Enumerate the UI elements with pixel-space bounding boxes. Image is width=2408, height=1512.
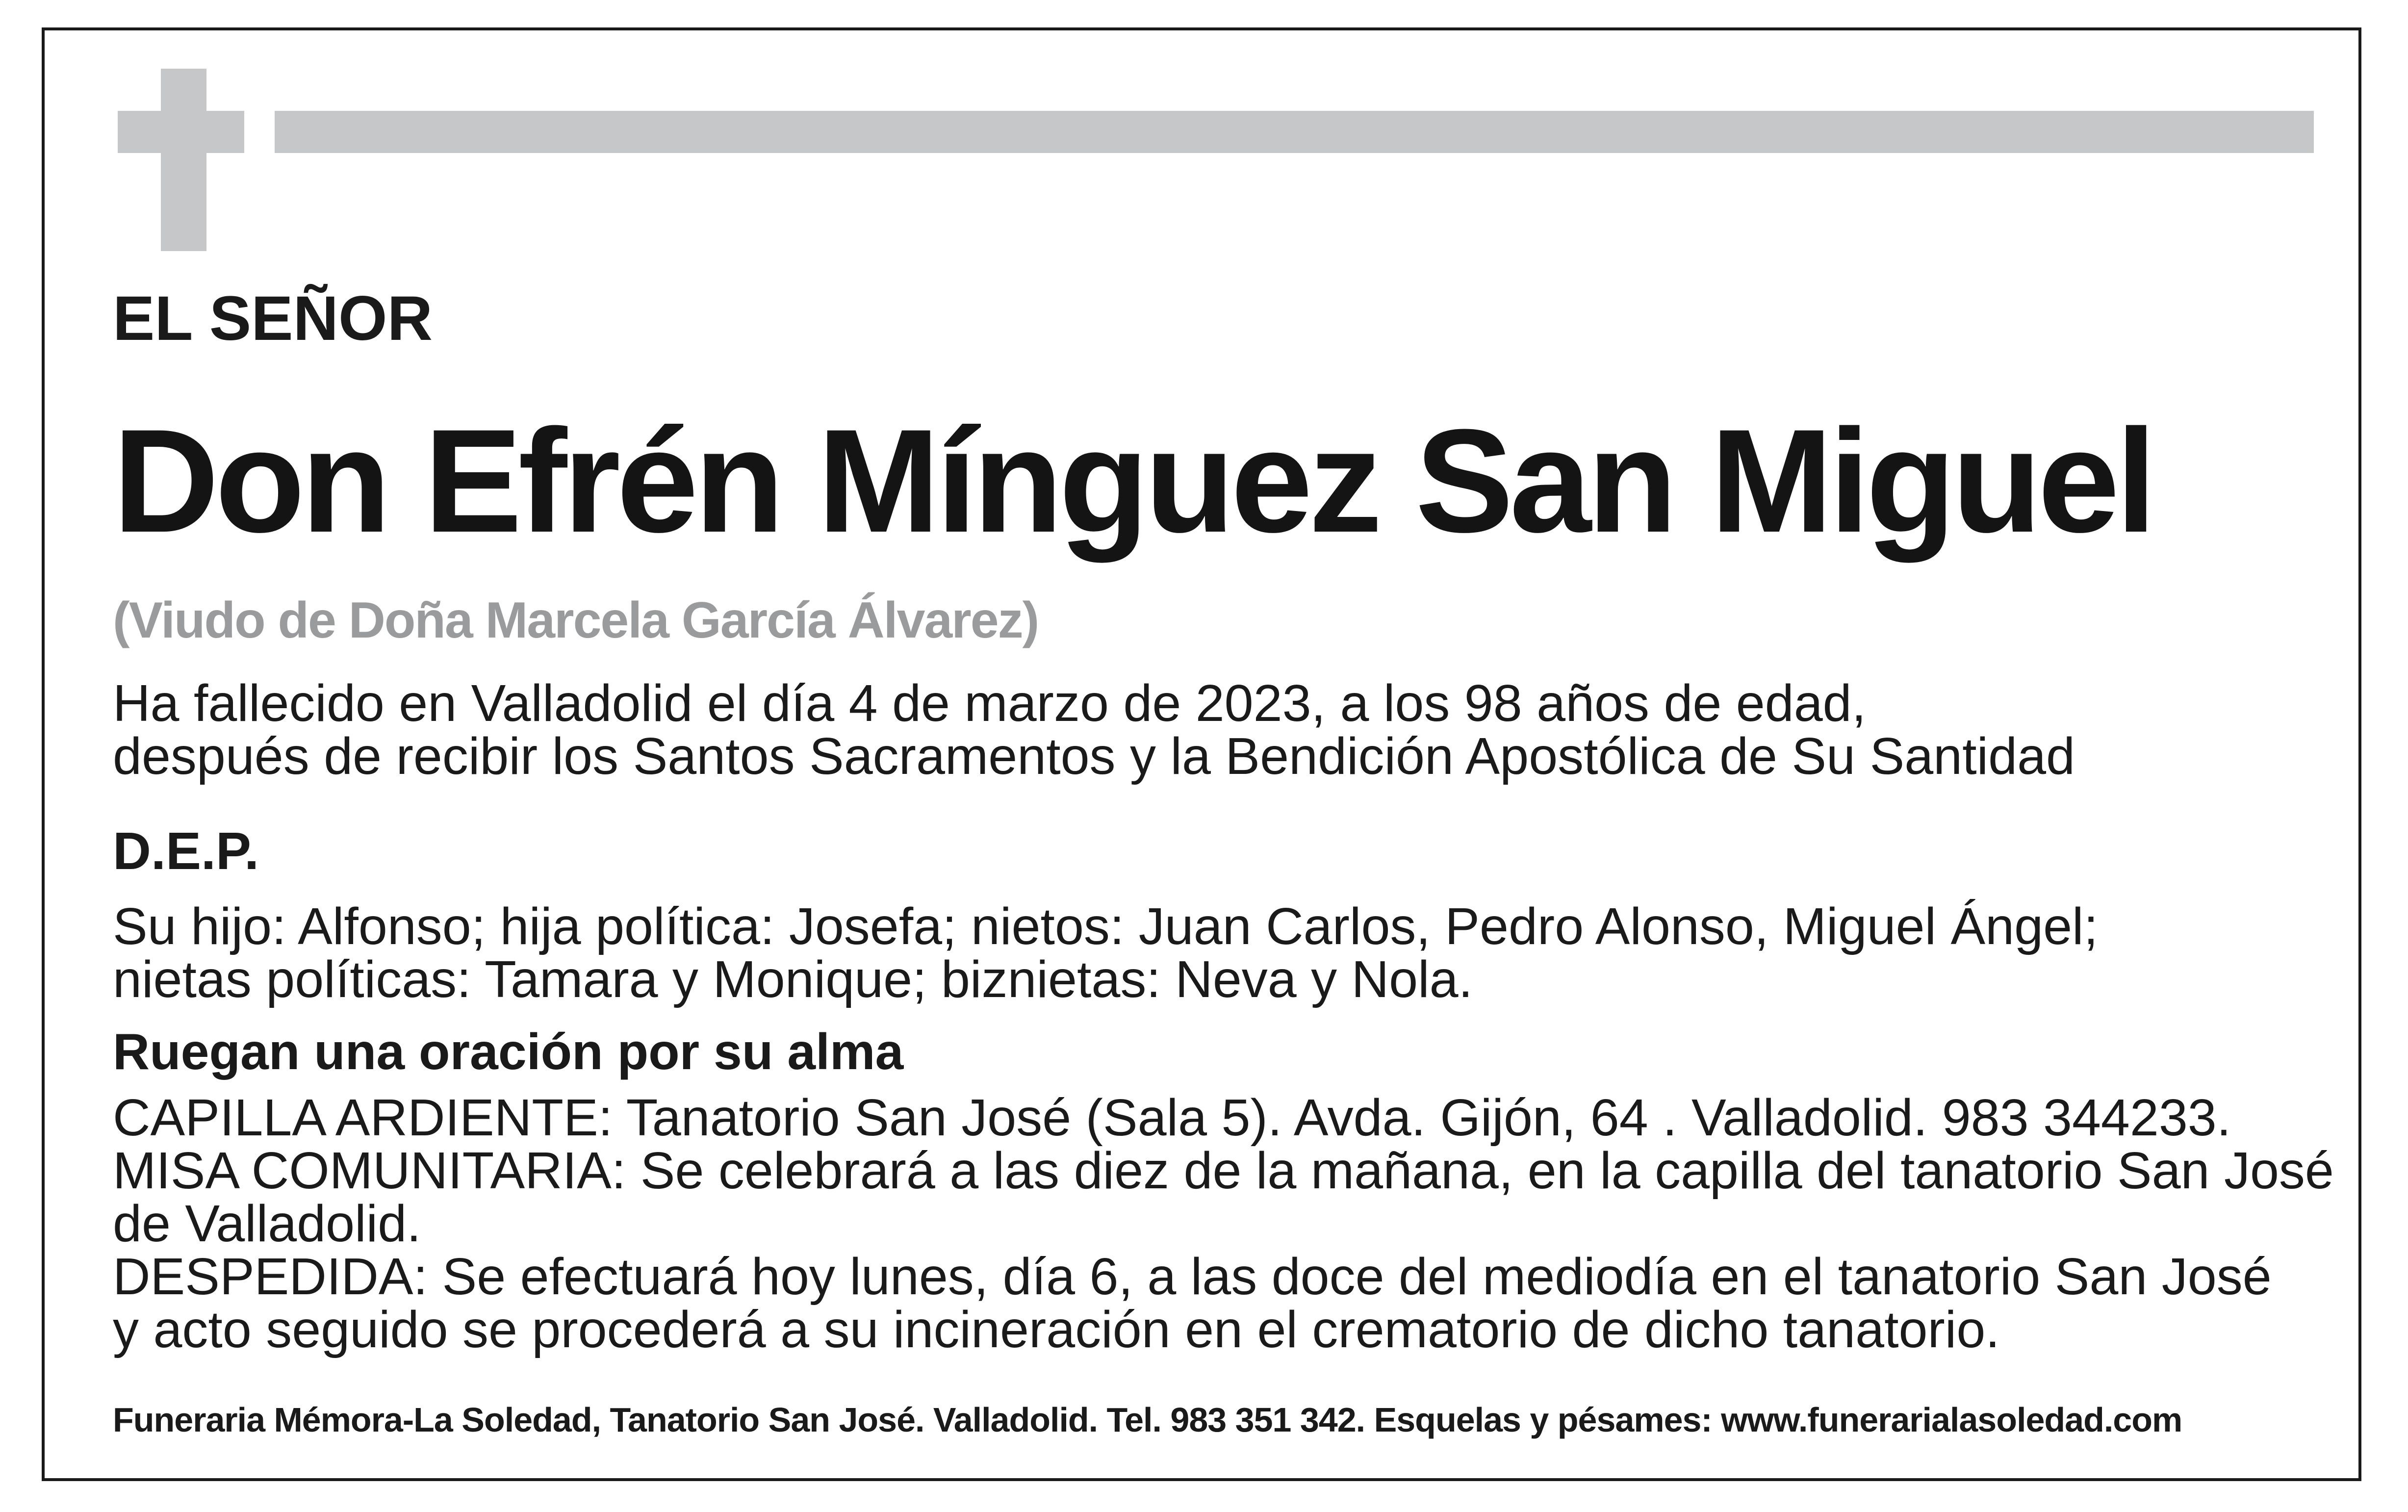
text-line: después de recibir los Santos Sacramentos y la Bendición Apostólica de Su Santidad — [113, 727, 2075, 785]
text-line: CAPILLA ARDIENTE: Tanatorio San José (Sala 5). Avda. Gijón, 64 . Valladolid. 983 344233. — [113, 1089, 2231, 1147]
widower-note: (Viudo de Doña Marcela García Álvarez) — [113, 592, 1039, 649]
prayer-request: Ruegan una oración por su alma — [113, 1024, 904, 1080]
text-line: Ha fallecido en Valladolid el día 4 de marzo de 2023, a los 98 años de edad, — [113, 674, 1867, 732]
deceased-name: Don Efrén Mínguez San Miguel — [113, 398, 2153, 563]
text-line: y acto seguido se procederá a su incineración en el crematorio de dicho tanatorio. — [113, 1301, 2000, 1358]
cross-icon-arm — [118, 111, 244, 153]
text-line: Su hijo: Alfonso; hija política: Josefa; nietos: Juan Carlos, Pedro Alonso, Miguel Ángel; — [113, 897, 2099, 955]
text-line: de Valladolid. — [113, 1195, 421, 1253]
text-line: DESPEDIDA: Se efectuará hoy lunes, día 6, a las doce del mediodía en el tanatorio San José — [113, 1248, 2272, 1306]
death-announcement — [113, 674, 2075, 785]
cross-icon — [161, 69, 206, 251]
text-line: MISA COMUNITARIA: Se celebrará a las diez de la mañana, en la capilla del tanatorio San José — [113, 1142, 2334, 1200]
heading: EL SEÑOR — [113, 283, 433, 354]
dep-label: D.E.P. — [113, 821, 259, 880]
funeral-home-footer: Funeraria Mémora-La Soledad, Tanatorio San José. Valladolid. Tel. 983 351 342. Esquelas y pésames: www.funerarialasoledad.com — [113, 1401, 2182, 1439]
service-details — [113, 1091, 2334, 1356]
header-bar — [275, 111, 2314, 153]
family-list — [113, 897, 2099, 1008]
text-line: nietas políticas: Tamara y Monique; biznietas: Neva y Nola. — [113, 950, 1473, 1008]
